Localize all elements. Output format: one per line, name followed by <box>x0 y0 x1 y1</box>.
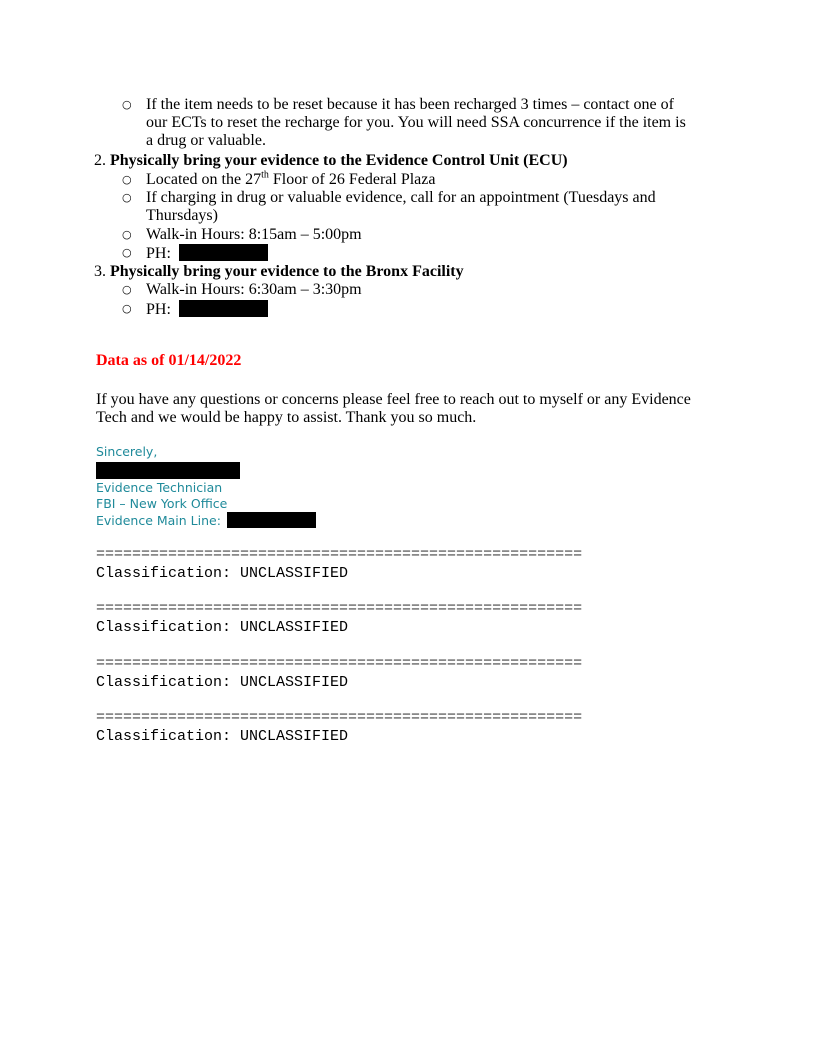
appointment-line-1: If charging in drug or valuable evidence, call for an appointment (Tuesdays and <box>146 189 656 206</box>
list-item-appointment <box>122 189 746 225</box>
classification-separator: ====================================================== <box>96 655 583 672</box>
bullet-icon: ○ <box>122 283 132 296</box>
closing-line-1: If you have any questions or concerns please feel free to reach out to myself or any Evidence <box>96 391 691 408</box>
hours-text: Walk-in Hours: 8:15am – 5:00pm <box>146 226 362 243</box>
reset-note-line-3: a drug or valuable. <box>146 132 266 149</box>
location-superscript: th <box>261 169 269 181</box>
redaction-block <box>179 244 268 261</box>
closing-line-2: Tech and we would be happy to assist. Thank you so much. <box>96 409 477 426</box>
classification-separator: ====================================================== <box>96 546 583 563</box>
list-number: 3. <box>94 263 106 280</box>
bullet-icon: ○ <box>122 173 132 186</box>
list-item-location <box>122 169 746 189</box>
reset-note-line-1: If the item needs to be reset because it has been recharged 3 times – contact one of <box>146 96 674 113</box>
classification-label: Classification: UNCLASSIFIED <box>96 565 349 582</box>
signature-salutation: Sincerely, <box>96 444 158 459</box>
list-item-bronx <box>94 263 750 281</box>
main-line-label: Evidence Main Line: <box>96 513 221 528</box>
list-heading: Physically bring your evidence to the Bronx Facility <box>110 263 464 280</box>
list-number: 2. <box>94 152 106 169</box>
location-prefix: Located on the 27 <box>146 171 262 188</box>
classification-label: Classification: UNCLASSIFIED <box>96 728 349 745</box>
classification-separator: ====================================================== <box>96 600 583 617</box>
location-suffix: Floor of 26 Federal Plaza <box>268 171 436 188</box>
phone-label: PH: <box>146 301 171 318</box>
classification-label: Classification: UNCLASSIFIED <box>96 674 349 691</box>
hours-text: Walk-in Hours: 6:30am – 3:30pm <box>146 281 362 298</box>
bullet-icon: ○ <box>122 302 132 315</box>
bullet-icon: ○ <box>122 246 132 259</box>
closing-paragraph <box>96 391 736 427</box>
bullet-icon: ○ <box>122 228 132 241</box>
list-item-hours <box>122 226 746 244</box>
appointment-line-2: Thursdays) <box>146 207 218 224</box>
reset-note-line-2: our ECTs to reset the recharge for you. You will need SSA concurrence if the item is <box>146 114 686 131</box>
signature-office: FBI – New York Office <box>96 496 228 511</box>
list-item-ecu <box>94 152 750 170</box>
redaction-block <box>179 300 268 317</box>
classification-separator: ====================================================== <box>96 709 583 726</box>
classification-label: Classification: UNCLASSIFIED <box>96 619 349 636</box>
phone-label: PH: <box>146 245 171 262</box>
list-item-reset-note <box>122 96 746 150</box>
bullet-icon: ○ <box>122 191 132 204</box>
signature-main-line <box>96 512 316 529</box>
signature-title: Evidence Technician <box>96 480 223 495</box>
list-item-phone <box>122 244 746 263</box>
signature-name-redaction <box>96 462 240 479</box>
data-date-line: Data as of 01/14/2022 <box>96 352 242 369</box>
list-heading: Physically bring your evidence to the Evidence Control Unit (ECU) <box>110 152 568 169</box>
list-item-hours <box>122 281 746 299</box>
bullet-icon: ○ <box>122 98 132 111</box>
redaction-block <box>227 512 316 528</box>
list-item-phone <box>122 300 746 319</box>
